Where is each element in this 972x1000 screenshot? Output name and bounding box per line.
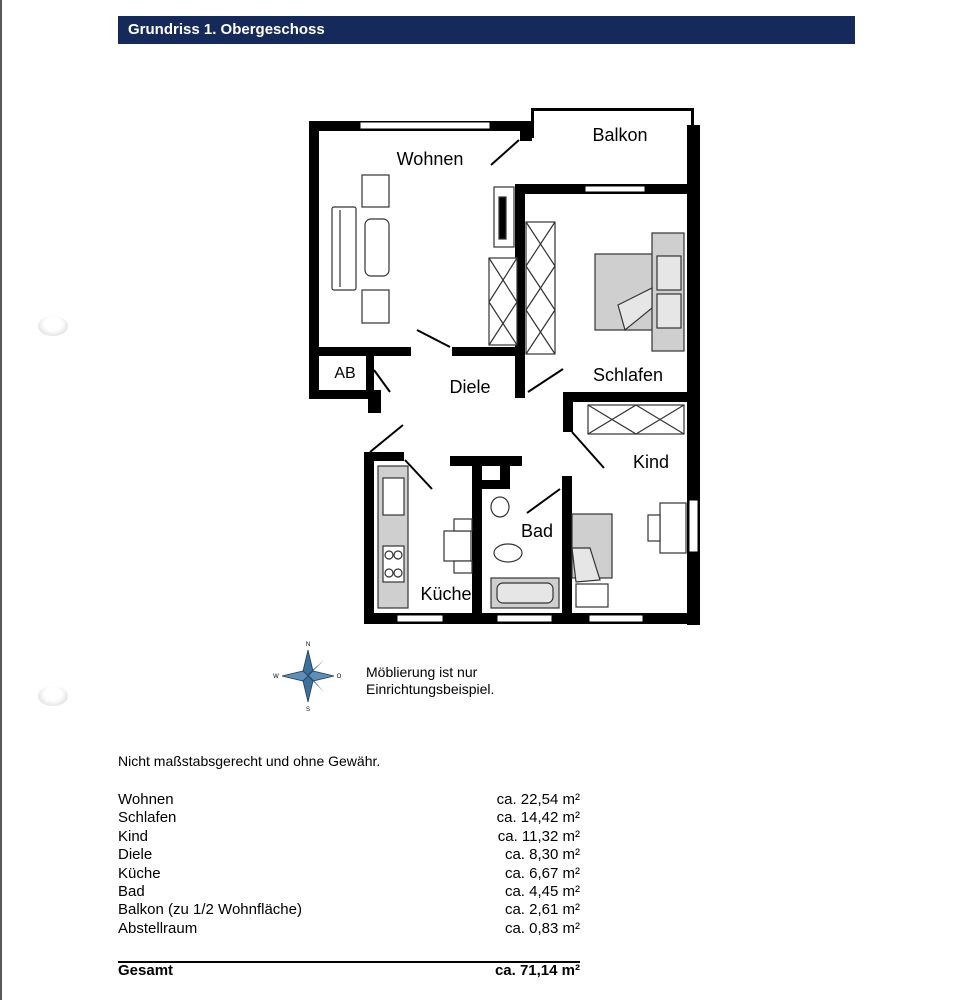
punch-hole-bottom (38, 686, 68, 706)
area-value: ca. 2,61 m² (504, 901, 580, 919)
desk-chair (648, 515, 660, 541)
tv (499, 197, 506, 239)
pillow-1 (657, 256, 681, 290)
area-name: Balkon (zu 1/2 Wohnfläche) (118, 901, 302, 919)
room-label-kueche: Küche (420, 584, 472, 604)
area-table (118, 791, 580, 938)
area-value: ca. 14,42 m² (496, 809, 580, 827)
wall-kueche-north (364, 452, 404, 461)
wall-balkon-corner (520, 121, 532, 141)
area-value: ca. 4,45 m² (504, 883, 580, 901)
window-kueche (397, 615, 443, 622)
wall-schlafen-kind (563, 392, 700, 402)
area-name: Wohnen (118, 791, 174, 808)
desk (660, 503, 686, 553)
chair-top (362, 175, 389, 207)
area-row (118, 901, 580, 919)
page-title: Grundriss 1. Obergeschoss (128, 21, 325, 38)
wall-shaft-top (450, 456, 522, 466)
balkon-rail-north (531, 108, 694, 111)
area-value: ca. 22,54 m² (496, 791, 580, 808)
furnishing-note (366, 664, 494, 698)
door-wohnen (417, 330, 450, 347)
kitchen-chair-bottom (454, 561, 472, 573)
toilet (494, 544, 522, 562)
door-balkon (491, 140, 519, 165)
bed-head (652, 233, 684, 351)
door-entry (370, 425, 403, 452)
wall-wohnen-diele-2 (452, 347, 518, 356)
window-schlafen (585, 186, 645, 192)
sofa (332, 207, 356, 290)
wall-ab-stub (368, 396, 381, 413)
room-label-schlafen: Schlafen (592, 365, 664, 385)
area-name: Küche (118, 864, 161, 882)
area-row (118, 791, 580, 809)
child-bed-drawer (576, 584, 608, 607)
wall-kind-west-lower (562, 476, 572, 624)
area-row (118, 809, 580, 827)
compass-s-label: S (305, 707, 311, 713)
area-value: ca. 0,83 m² (504, 919, 580, 937)
window-kind (689, 500, 698, 552)
burner-4 (394, 569, 402, 577)
furniture (332, 175, 686, 608)
door-ab (374, 370, 390, 392)
room-label-wohnen: Wohnen (396, 149, 464, 169)
door-kueche (405, 460, 432, 489)
shelf-wohnen (489, 258, 517, 345)
sink (383, 478, 404, 515)
area-name: Bad (118, 883, 145, 901)
area-row (118, 846, 580, 864)
room-label-ab: AB (334, 365, 356, 382)
area-row (118, 865, 580, 883)
area-row (118, 920, 580, 938)
door-schlafen (528, 369, 563, 392)
area-value: ca. 6,67 m² (504, 864, 580, 882)
burner-1 (385, 551, 393, 559)
wall-west-upper (309, 121, 319, 399)
wall-west-kueche (364, 452, 374, 624)
kitchen-table (444, 531, 471, 561)
room-label-kind: Kind (632, 452, 670, 472)
compass-point-w (282, 671, 308, 681)
washbasin (491, 497, 509, 517)
compass-n-label: N (305, 642, 311, 648)
burner-3 (385, 569, 393, 577)
furnishing-note-line1: Möblierung ist nur (366, 664, 478, 680)
total-label: Gesamt (118, 962, 174, 979)
wardrobe-kind (588, 405, 684, 434)
balkon-rail-west (531, 108, 534, 138)
compass-e-label: O (336, 674, 342, 680)
area-value: ca. 8,30 m² (504, 846, 580, 864)
room-label-bad: Bad (520, 521, 554, 541)
room-label-diele: Diele (449, 377, 491, 397)
kitchen-chair-top (454, 519, 472, 531)
area-value: ca. 11,32 m² (497, 827, 580, 845)
door-kind (572, 432, 604, 468)
wall-ab-east (366, 356, 374, 392)
door-bad (527, 489, 560, 513)
chair-bottom (362, 290, 389, 323)
compass-w-label: W (273, 674, 279, 680)
compass-rose-icon (270, 638, 350, 714)
room-label-balkon: Balkon (592, 125, 648, 145)
area-name: Abstellraum (118, 919, 198, 937)
window-bad (497, 615, 552, 622)
window-wohnen (360, 122, 490, 129)
burner-2 (394, 551, 402, 559)
balkon-rail-east (691, 108, 694, 128)
dining-table (365, 219, 389, 276)
area-row (118, 828, 580, 846)
wall-kind-west-upper (563, 392, 573, 432)
pillow-2 (657, 294, 681, 328)
total-row (118, 962, 580, 979)
area-name: Kind (118, 827, 149, 845)
wall-shaft-right (500, 466, 510, 486)
total-value: ca. 71,14 m² (494, 962, 580, 979)
disclaimer: Nicht maßstabsgerecht und ohne Gewähr. (118, 753, 381, 769)
area-name: Diele (118, 846, 153, 864)
window-kind-south (589, 615, 643, 622)
wall-wohnen-diele-1 (309, 347, 411, 356)
furnishing-note-line2: Einrichtungsbeispiel. (366, 681, 495, 697)
bathtub-inner (497, 583, 553, 603)
wall-kueche-bad (472, 456, 482, 613)
area-row (118, 883, 580, 901)
area-name: Schlafen (118, 809, 177, 827)
